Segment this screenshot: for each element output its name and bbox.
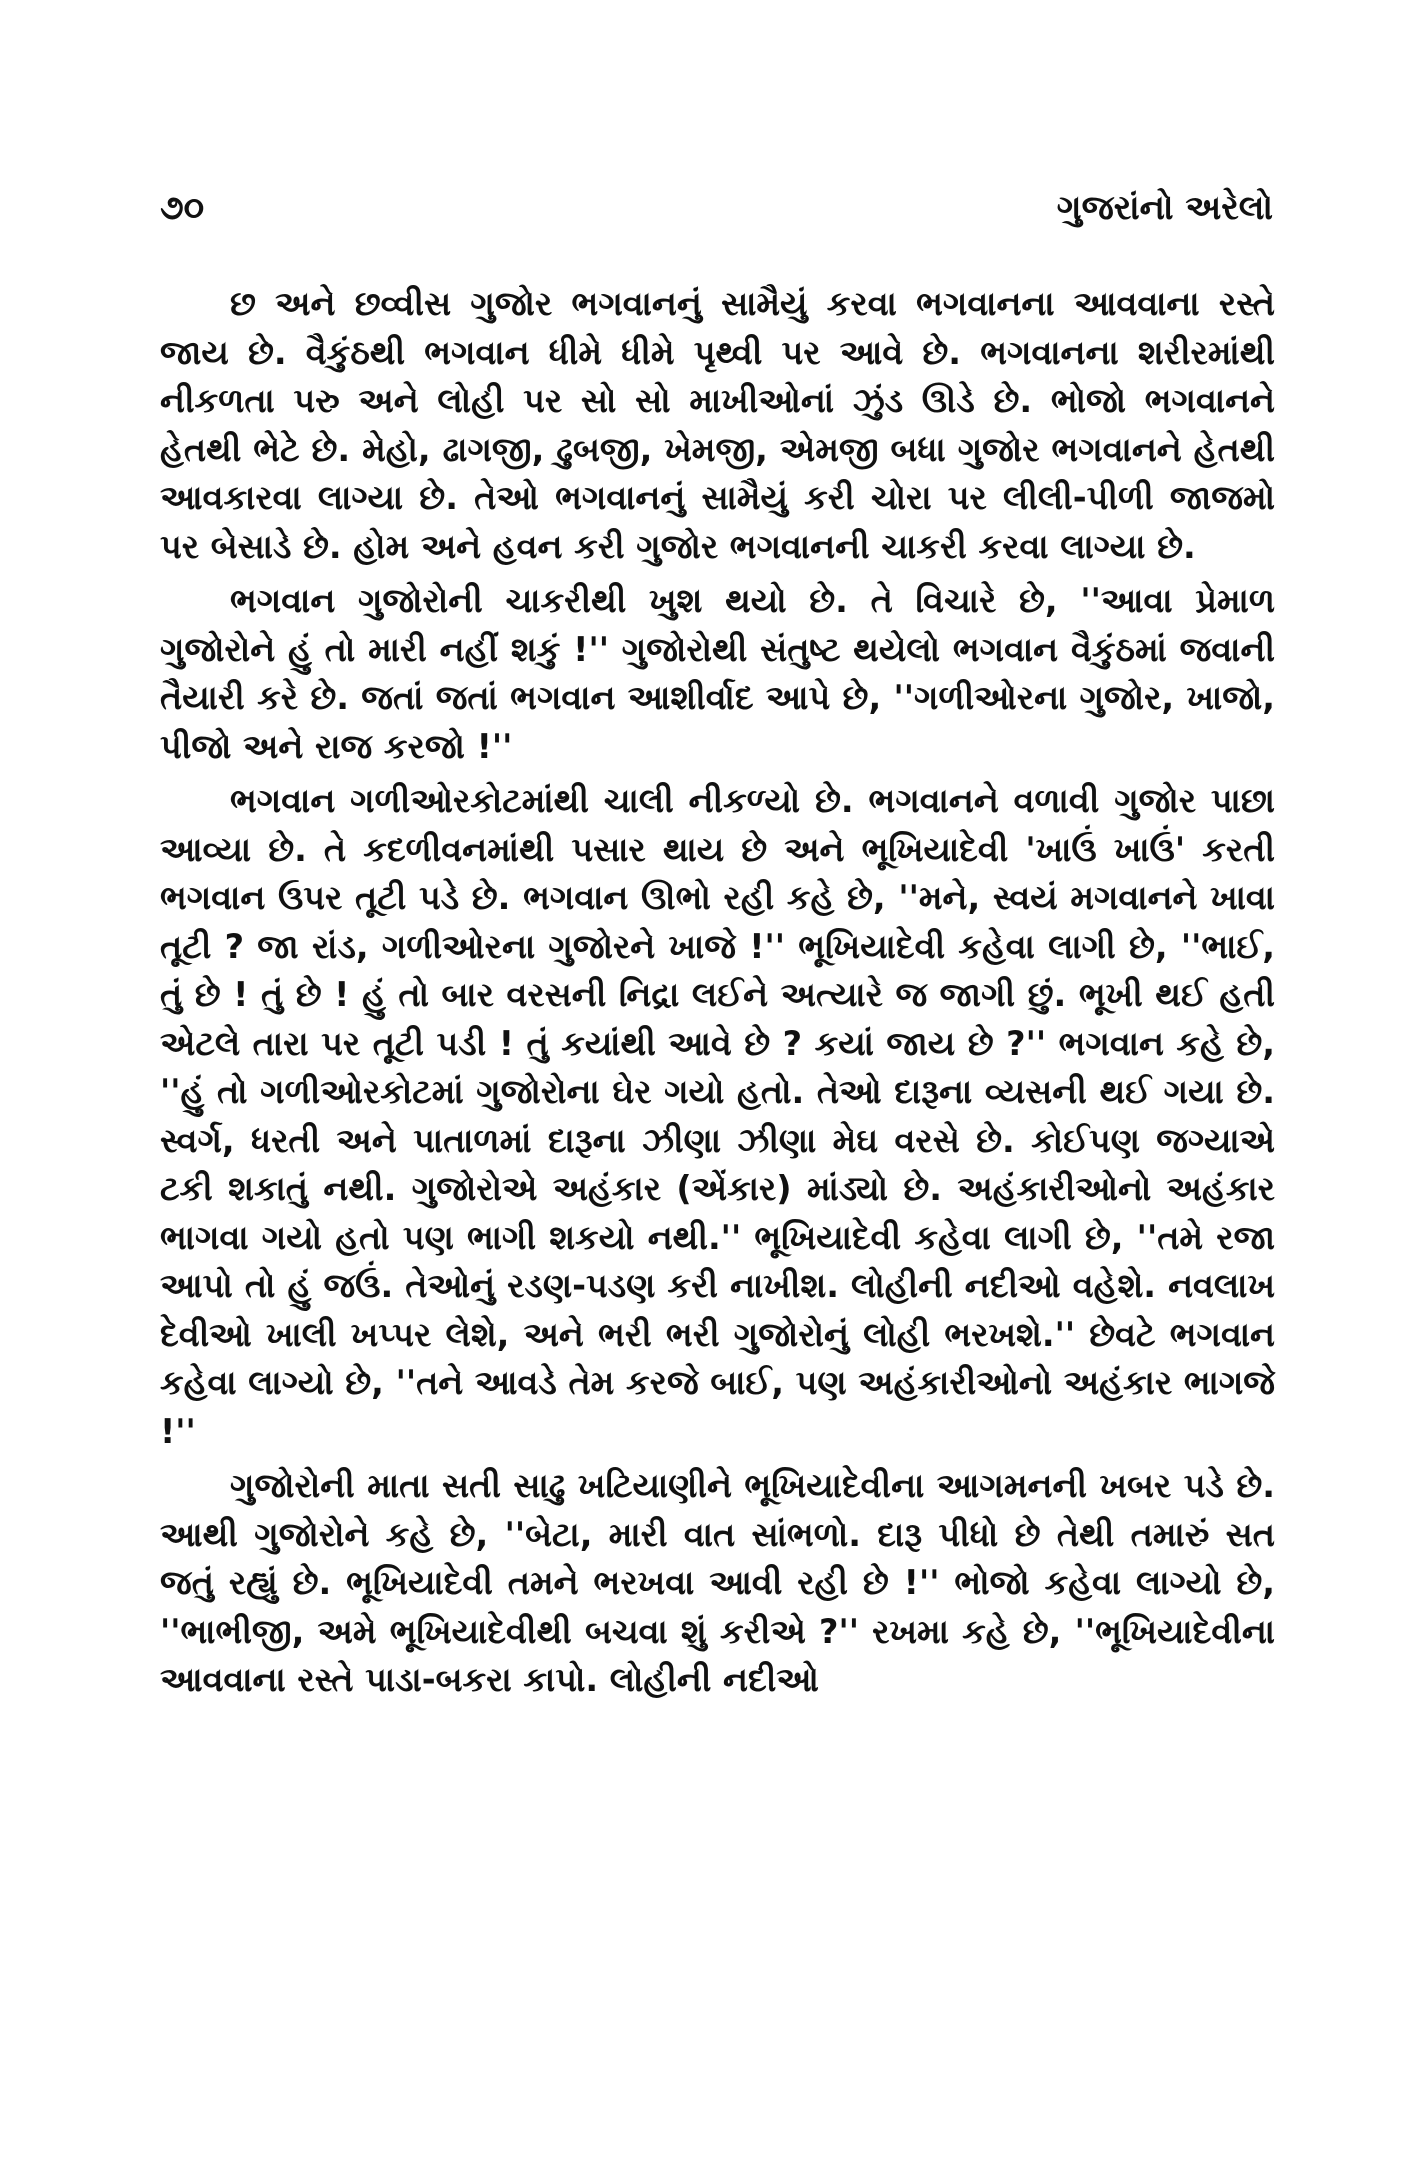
- body-text: [160, 280, 1275, 1711]
- paragraph: ગુજોરોની માતા સતી સાઢુ ખટિયાણીને ભૂખિયાદેવીના આગમનની ખબર પડે છે. આથી ગુજોરોને કહે છે, ''બેટા, મારી વાત સાંભળો. દારૂ પીધો છે તેથી તમારું સત જતું રહ્યું છે. ભૂખિયાદેવી તમને ભરખવા આવી રહી છે !'' ભોજો કહેવા લાગ્યો છે, ''ભાભીજી, અમે ભૂખિયાદેવીથી બચવા શું કરીએ ?'' રખમા કહે છે, ''ભૂખિયાદેવીના આવવાના રસ્તે પાડા-બકરા કાપો. લોહીની નદીઓ: [160, 1466, 1275, 1699]
- paragraph: ભગવાન ગુજોરોની ચાકરીથી ખુશ થયો છે. તે વિચારે છે, ''આવા પ્રેમાળ ગુજોરોને હું તો મારી નહીં શકું !'' ગુજોરોથી સંતુષ્ટ થયેલો ભગવાન વૈકુંઠમાં જવાની તૈયારી કરે છે. જતાં જતાં ભગવાન આશીર્વાદ આપે છે, ''ગળીઓરના ગુજોર, ખાજો, પીજો અને રાજ કરજો !'': [160, 581, 1275, 766]
- page-header: [160, 188, 1273, 248]
- paragraph: છ અને છવ્વીસ ગુજોર ભગવાનનું સામૈયું કરવા ભગવાનના આવવાના રસ્તે જાય છે. વૈકુંઠથી ભગવાન ધીમે ધીમે પૃથ્વી પર આવે છે. ભગવાનના શરીરમાંથી નીકળતા પરુ અને લોહી પર સો સો માખીઓનાં ઝુંડ ઊડે છે. ભોજો ભગવાનને હેતથી ભેટે છે. મેહો, ઢાગજી, ઢુબજી, ખેમજી, એમજી બધા ગુજોર ભગવાનને હેતથી આવકારવા લાગ્યા છે. તેઓ ભગવાનનું સામૈયું કરી ચોરા પર લીલી-પીળી જાજમો પર બેસાડે છે. હોમ અને હવન કરી ગુજોર ભગવાનની ચાકરી કરવા લાગ્યા છે.: [160, 284, 1275, 566]
- page-number: ૭૦: [160, 188, 205, 228]
- paragraph: ભગવાન ગળીઓરકોટમાંથી ચાલી નીકળ્યો છે. ભગવાનને વળાવી ગુજોર પાછા આવ્યા છે. તે કદળીવનમાંથી પસાર થાય છે અને ભૂખિયાદેવી 'ખાઉં ખાઉં' કરતી ભગવાન ઉપર તૂટી પડે છે. ભગવાન ઊભો રહી કહે છે, ''મને, સ્વયં મગવાનને ખાવા તૂટી ? જા રાંડ, ગળીઓરના ગુજોરને ખાજે !'' ભૂખિયાદેવી કહેવા લાગી છે, ''ભાઈ, તું છે ! તું છે ! હું તો બાર વરસની નિદ્રા લઈને અત્યારે જ જાગી છું. ભૂખી થઈ હતી એટલે તારા પર તૂટી પડી ! તું કયાંથી આવે છે ? કયાં જાય છે ?'' ભગવાન કહે છે, ''હું તો ગળીઓરકોટમાં ગુજોરોના ઘેર ગયો હતો. તેઓ દારૂના વ્યસની થઈ ગયા છે. સ્વર્ગ, ધરતી અને પાતાળમાં દારૂના ઝીણા ઝીણા મેઘ વરસે છે. કોઈપણ જગ્યાએ ટકી શકાતું નથી. ગુજોરોએ અહંકાર (એંકાર) માંડ્યો છે. અહંકારીઓનો અહંકાર ભાગવા ગયો હતો પણ ભાગી શકયો નથી.'' ભૂખિયાદેવી કહેવા લાગી છે, ''તમે રજા આપો તો હું જઉં. તેઓનું રડણ-પડણ કરી નાખીશ. લોહીની નદીઓ વહેશે. નવલાખ દેવીઓ ખાલી ખપ્પર લેશે, અને ભરી ભરી ગુજોરોનું લોહી ભરખશે.'' છેવટે ભગવાન કહેવા લાગ્યો છે, ''તને આવડે તેમ કરજે બાઈ, પણ અહંકારીઓનો અહંકાર ભાગજે !'': [160, 781, 1275, 1451]
- running-title: ગુજરાંનો અરેલો: [1056, 188, 1273, 228]
